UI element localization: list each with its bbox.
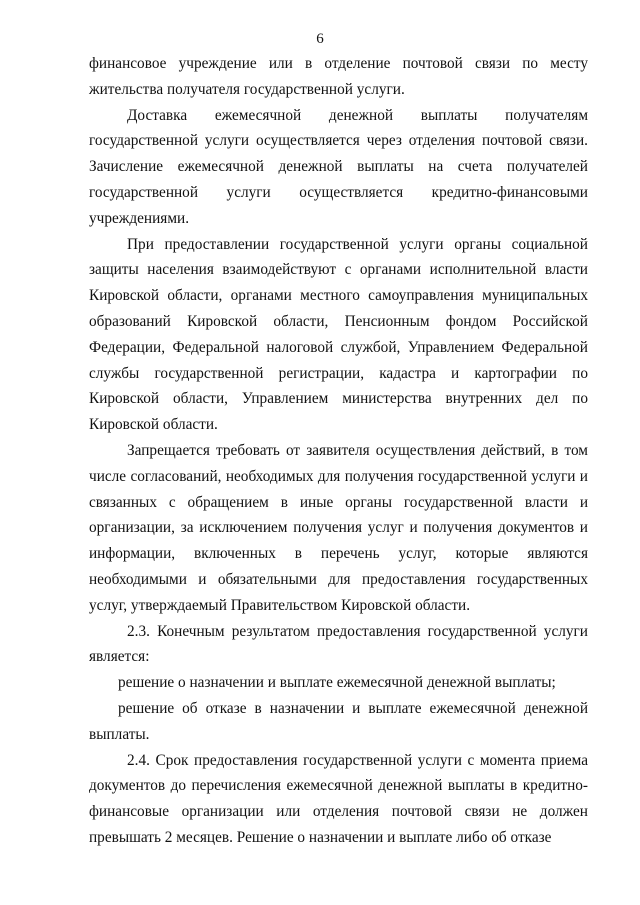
paragraph-section-2-4: 2.4. Срок предоставления государственной услуги с момента приема документов до перечисления ежемесячной денежной выплаты в кредитно-финансовые организации или отделения почтовой связи не должен превышать 2 месяцев. Решение о назначении и выплате либо об отказе xyxy=(89,751,588,846)
paragraph-prohibition: Запрещается требовать от заявителя осуществления действий, в том числе согласований, необходимых для получения государственной услуги и связанных с обращением в иные органы государственной власти и организации, за исключением получения услуг и получения документов и информации, включенных в перечень услуг, которые являются необходимыми и обязательными для предоставления государственных услуг, утверждаемый Правительством Кировской области. xyxy=(89,441,588,614)
list-item-approval: решение о назначении и выплате ежемесячной денежной выплаты; xyxy=(118,674,556,692)
paragraph-section-2-3: 2.3. Конечным результатом предоставления государственной услуги является: xyxy=(89,622,588,666)
paragraph-continuation: финансовое учреждение или в отделение почтовой связи по месту жительства получателя государственной услуги. xyxy=(89,55,588,98)
page-number: 6 xyxy=(316,31,324,47)
paragraph-interaction: При предоставлении государственной услуги органы социальной защиты населения взаимодействуют с органами исполнительной власти Кировской области, органами местного самоуправления муниципальных образований Кировской области, Пенсионным фондом Российской Федерации, Федеральной налоговой службой, Управлением Федеральной службы государственной регистрации, кадастра и картографии по Кировской области, Управлением министерства внутренних дел по Кировской области. xyxy=(89,235,588,434)
list-item-refusal: решение об отказе в назначении и выплате ежемесячной денежной выплаты. xyxy=(89,699,588,743)
paragraph-delivery: Доставка ежемесячной денежной выплаты получателям государственной услуги осуществляется через отделения почтовой связи. Зачисление ежемесячной денежной выплаты на счета получателей государственной услуги осуществляется кредитно-финансовыми учреждениями. xyxy=(89,106,588,227)
document-body xyxy=(89,51,588,851)
